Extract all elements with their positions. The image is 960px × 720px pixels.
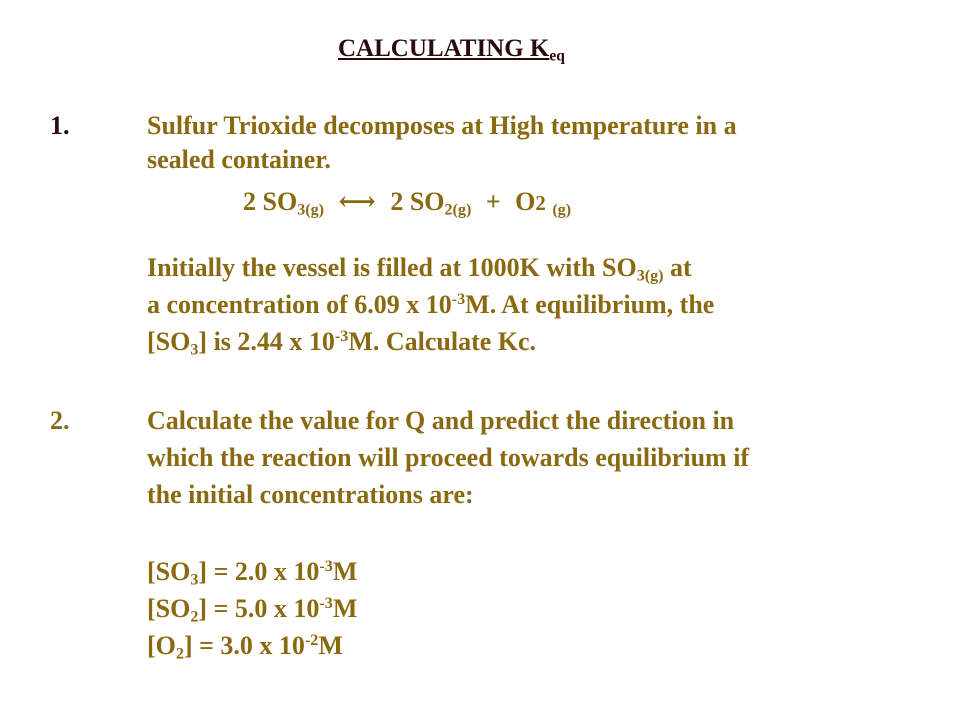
problem1-line2: sealed container. [147, 145, 331, 174]
title-text: CALCULATING K [338, 35, 550, 62]
problem2-line1: Calculate the value for Q and predict the direction in [147, 406, 735, 435]
equilibrium-arrow-icon: ⟷ [338, 187, 376, 216]
conc-sub: 2 [175, 645, 184, 663]
concentration-o2 [147, 631, 343, 663]
initial-text-3-end: M. Calculate Kc. [348, 327, 537, 356]
initial-text-2-end: M. At equilibrium, the [465, 290, 715, 319]
initial-sup-2: -3 [451, 291, 466, 309]
problem1-number: 1. [50, 111, 70, 140]
eq-plus: + [485, 187, 501, 216]
eq-product2-count: 2 [535, 192, 546, 215]
eq-product2: O [515, 187, 536, 216]
problem2-number: 2. [50, 406, 70, 435]
eq-reactant: 2 SO [243, 187, 298, 216]
conc-exponent: -3 [319, 558, 333, 576]
initial-line2 [147, 292, 714, 318]
eq-product2-sub: (g) [552, 201, 572, 219]
initial-text-1: Initially the vessel is filled at 1000K with SO [147, 253, 637, 282]
conc-unit: M [332, 557, 358, 586]
conc-open: [SO [147, 557, 191, 586]
problem1-line1: Sulfur Trioxide decomposes at High temperature in a [147, 111, 737, 140]
initial-text-1-end: at [670, 253, 692, 282]
conc-sub: 2 [190, 608, 199, 626]
conc-exponent: -2 [304, 632, 319, 650]
conc-open: [O [147, 631, 176, 660]
conc-value: ] = 3.0 x 10 [183, 631, 305, 660]
initial-sup-3: -3 [334, 328, 349, 346]
eq-reactant-sub: 3(g) [297, 201, 325, 219]
title-subscript: eq [549, 47, 565, 65]
page-title [338, 35, 565, 65]
initial-line1 [147, 253, 692, 285]
eq-product1-sub: 2(g) [444, 201, 472, 219]
reaction-equation [243, 187, 572, 219]
concentration-so2 [147, 594, 358, 626]
initial-text-3-mid: ] is 2.44 x 10 [198, 327, 335, 356]
conc-sub: 3 [190, 571, 199, 589]
initial-sub-1: 3(g) [636, 267, 664, 285]
initial-text-2: a concentration of 6.09 x 10 [147, 290, 452, 319]
eq-product1: 2 SO [390, 187, 445, 216]
conc-value: ] = 2.0 x 10 [198, 557, 320, 586]
conc-unit: M [318, 631, 343, 660]
initial-line3 [147, 327, 537, 359]
initial-sub-3: 3 [190, 341, 199, 359]
initial-text-3: [SO [147, 327, 191, 356]
concentration-so3 [147, 557, 358, 589]
conc-exponent: -3 [319, 595, 333, 613]
conc-open: [SO [147, 594, 191, 623]
conc-value: ] = 5.0 x 10 [198, 594, 320, 623]
problem2-line2: which the reaction will proceed towards equilibrium if [147, 443, 750, 472]
conc-unit: M [332, 594, 358, 623]
problem2-line3: the initial concentrations are: [147, 480, 474, 509]
